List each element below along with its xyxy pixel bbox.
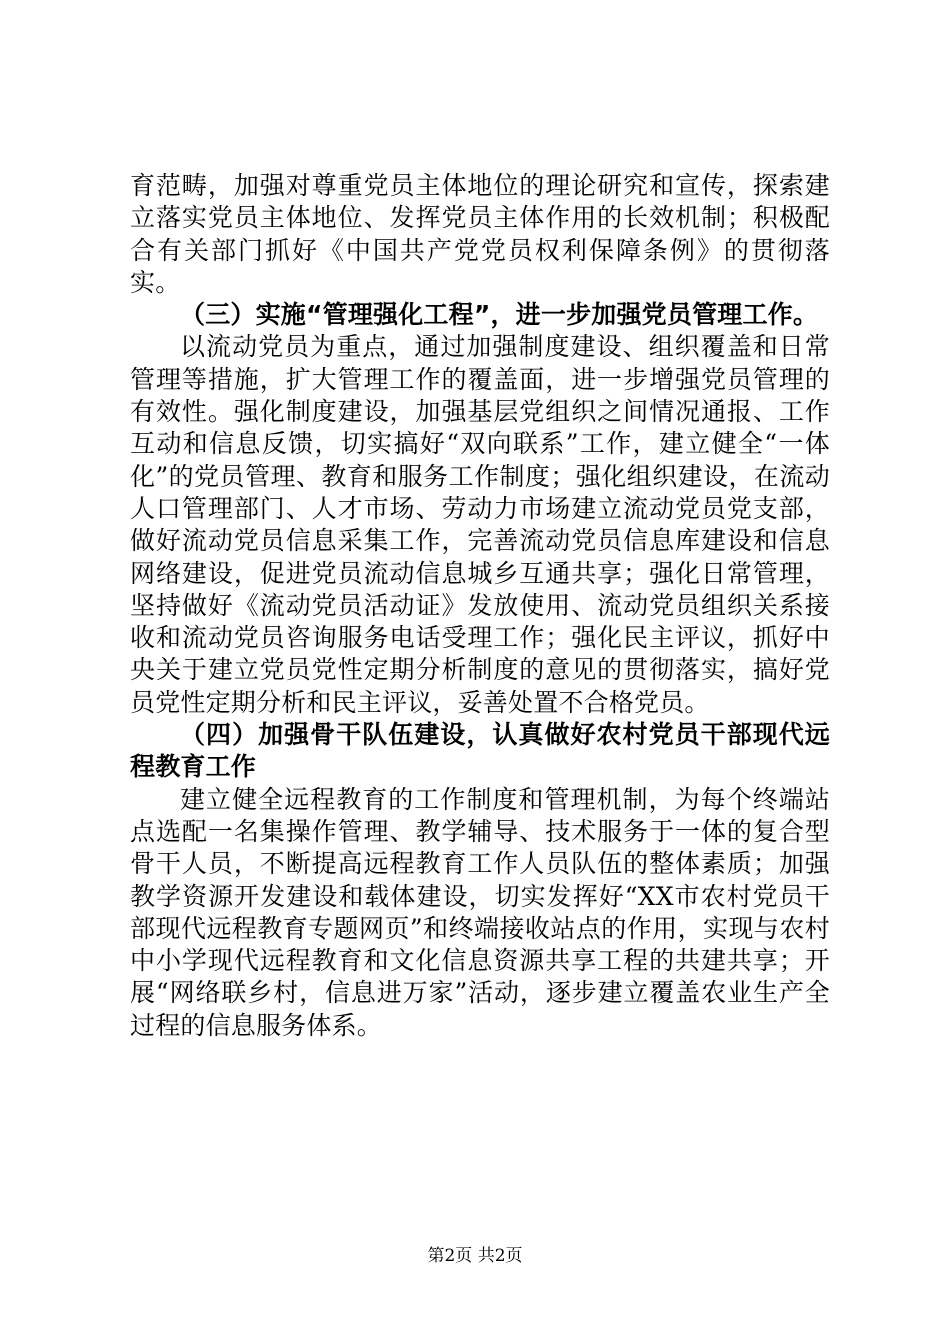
section-heading-4: （四）加强骨干队伍建设，认真做好农村党员干部现代远程教育工作 (130, 720, 830, 782)
paragraph-section-4: 建立健全远程教育的工作制度和管理机制，为每个终端站点选配一名集操作管理、教学辅导、技术服务于一体的复合型骨干人员，不断提高远程教育工作人员队伍的整体素质；加强教学资源开发建设和载体建设，切实发挥好“XX市农村党员干部现代远程教育专题网页”和终端接收站点的作用，实现与农村中小学现代远程教育和文化信息资源共享工程的共建共享；开展“网络联乡村，信息进万家”活动，逐步建立覆盖农业生产全过程的信息服务体系。 (130, 784, 830, 1040)
page-number-footer: 第2页 共2页 (427, 1246, 523, 1266)
paragraph-continuation: 育范畴，加强对尊重党员主体地位的理论研究和宣传，探索建立落实党员主体地位、发挥党员主体作用的长效机制；积极配合有关部门抓好《中国共产党党员权利保障条例》的贯彻落实。 (130, 171, 830, 297)
section-heading-3: （三）实施“管理强化工程”，进一步加强党员管理工作。 (180, 300, 819, 330)
document-body (130, 170, 830, 1042)
paragraph-section-3: 以流动党员为重点，通过加强制度建设、组织覆盖和日常管理等措施，扩大管理工作的覆盖面，进一步增强党员管理的有效性。强化制度建设，加强基层党组织之间情况通报、工作互动和信息反馈，切实搞好“双向联系”工作，建立健全“一体化”的党员管理、教育和服务工作制度；强化组织建设，在流动人口管理部门、人才市场、劳动力市场建立流动党员党支部，做好流动党员信息采集工作，完善流动党员信息库建设和信息网络建设，促进党员流动信息城乡互通共享；强化日常管理，坚持做好《流动党员活动证》发放使用、流动党员组织关系接收和流动党员咨询服务电话受理工作；强化民主评议，抓好中央关于建立党员党性定期分析制度的意见的贯彻落实，搞好党员党性定期分析和民主评议，妥善处置不合格党员。 (130, 332, 830, 717)
